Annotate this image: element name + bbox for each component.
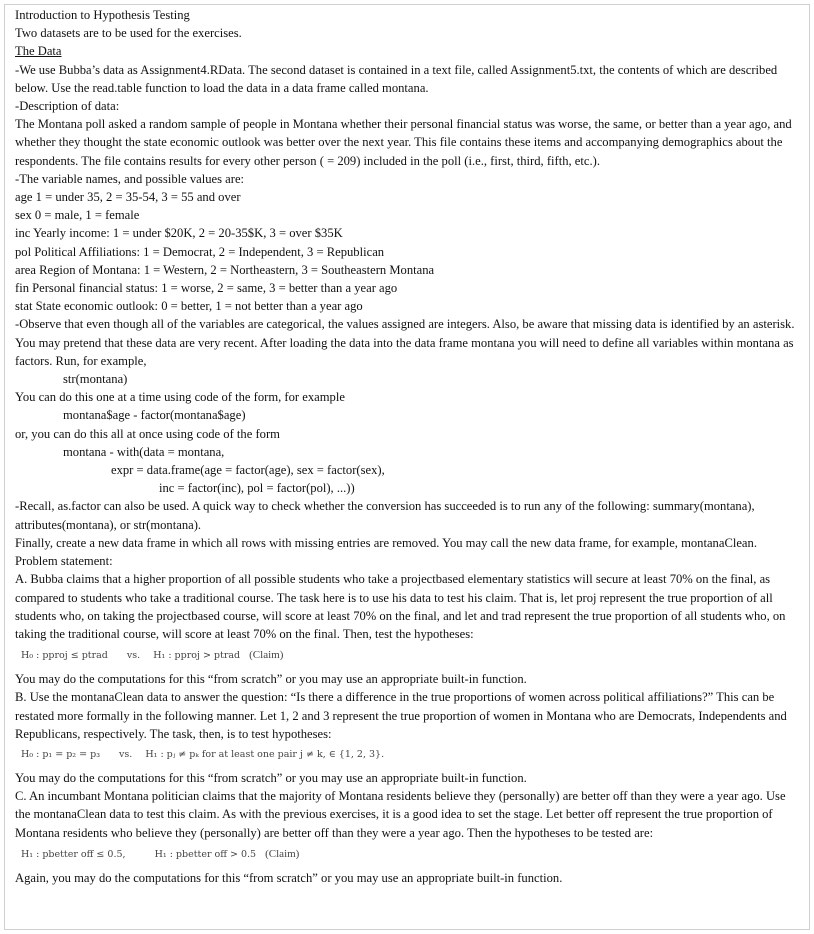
hypotheses-b [15,747,795,763]
hyp-c-null: H₁ : pbetter off ≤ 0.5, [21,848,126,860]
problem-a: A. Bubba claims that a higher proportion of all possible students who take a projectbased elementary statistics will secure at least 70% on the final, as compared to students who take a traditional course. The task here is to use his data to test his claim. That is, let proj represent the true proportion of all students who, on taking the projectbased course, will score at least 70% on the final, and let and trad represent the true proportion of all students who, on taking the traditional course, will score at least 70% on the final. Then, test the hypotheses: [15,572,786,641]
hyp-c-claim: (Claim) [265,847,300,860]
hyp-a-null: H₀ : pproj ≤ ptrad [21,650,108,662]
data-paragraph: -We use Bubba’s data as Assignment4.RData. The second dataset is contained in a text file, called Assignment5.txt, the contents of which are described below. Use the read.table function to load the data in a data frame called montana. [15,62,778,95]
hyp-a-claim: (Claim) [249,649,284,662]
scratch-note-b: You may do the computations for this “from scratch” or you may use an appropriate built-in function. [15,770,527,785]
description-heading: -Description of data: [15,99,120,114]
intro-text: Two datasets are to be used for the exercises. [15,26,242,41]
variable-area: area Region of Montana: 1 = Western, 2 = Northeastern, 3 = Southeastern Montana [15,262,435,277]
variable-age: age 1 = under 35, 2 = 35-54, 3 = 55 and over [15,190,241,205]
data-heading: The Data [15,44,62,59]
code-with-line-1: montana - with(data = montana, [63,444,225,459]
document-body [15,6,795,887]
hyp-b-alt: H₁ : pⱼ ≠ pₖ for at least one pair j ≠ k, ∈ {1, 2, 3}. [145,748,385,760]
code-factor: montana$age - factor(montana$age) [63,408,246,423]
hypotheses-c [15,846,795,863]
one-at-time-text: You can do this one at a time using code of the form, for example [15,390,345,405]
doc-title: Introduction to Hypothesis Testing [15,8,190,22]
problem-b: B. Use the montanaClean data to answer the question: “Is there a difference in the true proportions of women across political affiliations?” This can be restated more formally in the following manner. Let 1, 2 and 3 represent the true proportion of women in Montana who are Democrats, Independents and Republicans, respectively. The task, then, is to test hypotheses: [15,690,787,741]
variable-sex: sex 0 = male, 1 = female [15,208,140,223]
scratch-note-a: You may do the computations for this “from scratch” or you may use an appropriate built-in function. [15,672,527,687]
closing-note: Again, you may do the computations for this “from scratch” or you may use an appropriate built-in function. [15,870,563,885]
code-with-line-3: inc = factor(inc), pol = factor(pol), ...)) [159,481,355,496]
all-at-once-text: or, you can do this all at once using code of the form [15,426,280,441]
hypotheses-a [15,647,795,664]
code-with-line-2: expr = data.frame(age = factor(age), sex = factor(sex), [111,463,385,478]
problem-c: C. An incumbant Montana politician claims that the majority of Montana residents believe they (personally) are better off than they were a year ago. Use the montanaClean data to test this claim. As with the previous exercises, it is a good idea to set the stage. Let better off represent the true proportion of Montana residents who believe they (personally) are better off than they were a year ago. Then the hypotheses to be tested are: [15,789,786,840]
code-str: str(montana) [63,372,128,387]
description-paragraph: The Montana poll asked a random sample of people in Montana whether their personal financial status was worse, the same, or better than a year ago, and whether they thought the state economic outlook was better over the next year. This file contains these items and accompanying demographics about the respondents. The file contains results for every other person ( = 209) included in the poll (i.e., first, third, fifth, etc.). [15,117,792,168]
variables-heading: -The variable names, and possible values are: [15,171,245,186]
hyp-b-vs: vs. [119,748,133,760]
hyp-a-alt: H₁ : pproj > ptrad [153,650,241,662]
variable-stat: stat State economic outlook: 0 = better, 1 = not better than a year ago [15,299,363,314]
variable-pol: pol Political Affiliations: 1 = Democrat, 2 = Independent, 3 = Republican [15,244,385,259]
problem-heading: Problem statement: [15,554,113,569]
recall-paragraph: -Recall, as.factor can also be used. A quick way to check whether the conversion has succeeded is to run any of the following: summary(montana), attributes(montana), or str(montana). [15,499,755,532]
hyp-a-vs: vs. [126,650,141,662]
hyp-c-alt: H₁ : pbetter off > 0.5 [154,848,257,860]
hyp-b-null: H₀ : p₁ = p₂ = p₃ [21,748,101,760]
variable-inc: inc Yearly income: 1 = under $20K, 2 = 20-35$K, 3 = over $35K [15,226,343,241]
observe-paragraph: -Observe that even though all of the variables are categorical, the values assigned are integers. Also, be aware that missing data is identified by an asterisk. You may pretend that these data are very recent. After loading the data into the data frame montana you will need to define all variables within montana as factors. Run, for example, [15,317,795,368]
variable-fin: fin Personal financial status: 1 = worse, 2 = same, 3 = better than a year ago [15,281,398,296]
finally-paragraph: Finally, create a new data frame in which all rows with missing entries are removed. You may call the new data frame, for example, montanaClean. [15,535,757,550]
